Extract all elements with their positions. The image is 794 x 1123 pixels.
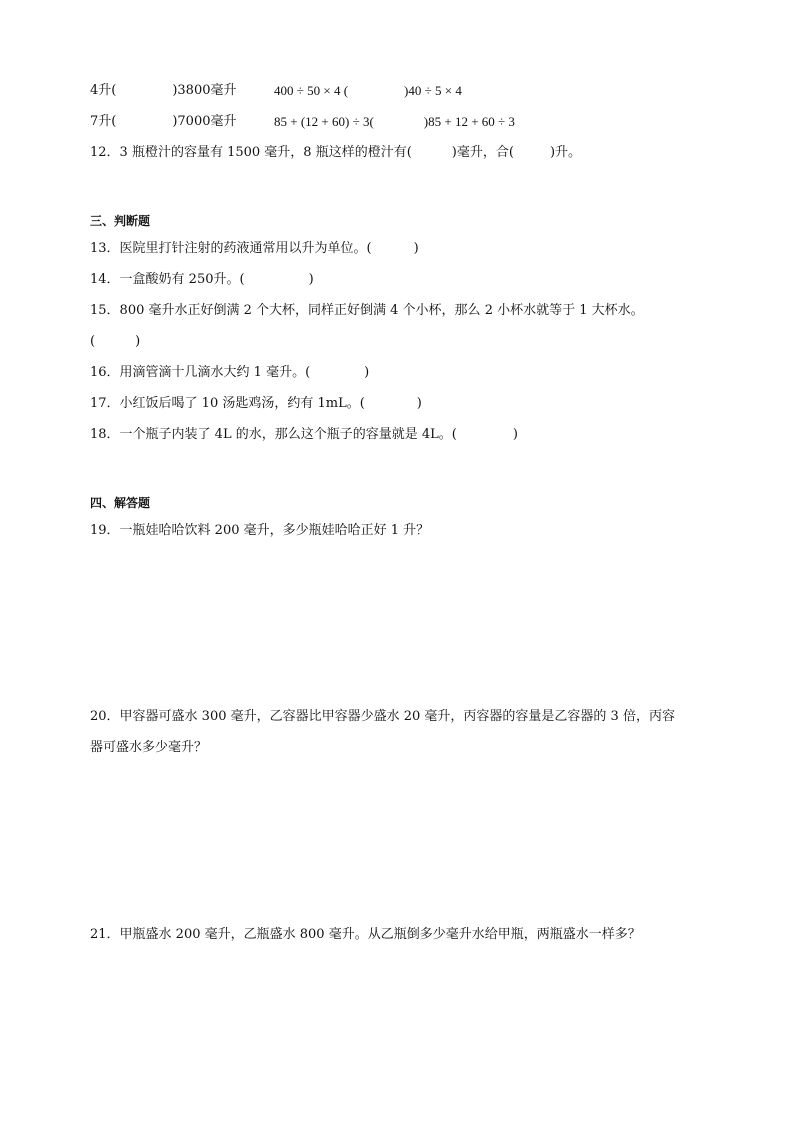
question-21: 21．甲瓶盛水 200 毫升，乙瓶盛水 800 毫升。从乙瓶倒多少毫升水给甲瓶，两瓶盛水一样多？ [90,927,641,942]
question-15 [90,302,644,320]
close-paren: ) [416,396,422,411]
question-20: 20．甲容器可盛水 300 毫升，乙容器比甲容器少盛水 20 毫升，丙容器的容量是乙容器的 3 倍，丙容 [90,709,675,724]
compare-row-2-expression [274,113,515,131]
close-paren: ) [413,241,419,256]
compare-row-2 [90,113,237,131]
q18-text: 18．一个瓶子内装了 4L 的水，那么这个瓶子的容量就是 4L。( [90,427,457,442]
q17-text: 17．小红饭后喝了 10 汤匙鸡汤，约有 1mL。( [90,396,365,411]
q14-text: 14．一盒酸奶有 250升。( [90,272,245,287]
question-20-cont: 器可盛水多少毫升？ [90,740,208,755]
compare-1a-right: )3800毫升 [172,83,237,98]
section-3-title: 三、判断题 [90,214,151,228]
compare-1b-right: )40 ÷ 5 × 4 [404,83,462,98]
question-16 [90,364,369,382]
compare-2b-right: )85 + 12 + 60 ÷ 3 [423,114,515,129]
compare-1a-left: 4升( [90,83,117,98]
question-15-answer [90,333,140,351]
compare-2a-right: )7000毫升 [172,114,237,129]
open-paren: ( [90,334,96,349]
q16-text: 16．用滴管滴十几滴水大约 1 毫升。( [90,365,311,380]
question-19: 19．一瓶娃哈哈饮料 200 毫升，多少瓶娃哈哈正好 1 升？ [90,523,430,538]
compare-row-1-expression [274,82,462,100]
compare-2a-left: 7升( [90,114,117,129]
close-paren: ) [364,365,370,380]
question-18 [90,426,518,444]
question-17 [90,395,422,413]
q12-text-1: 12．3 瓶橙汁的容量有 1500 毫升，8 瓶这样的橙汁有( [90,145,412,160]
close-paren: ) [512,427,518,442]
q12-text-3: )升。 [549,145,582,160]
section-4-title: 四、解答题 [90,496,151,510]
close-paren: ) [135,334,141,349]
close-paren: ) [308,272,314,287]
q13-text: 13．医院里打针注射的药液通常用以升为单位。( [90,241,372,256]
question-12 [90,144,581,162]
compare-2b-left: 85 + (12 + 60) ÷ 3( [274,114,374,129]
question-13 [90,240,419,258]
q12-text-2: )毫升，合( [451,145,514,160]
q15-text: 15．800 毫升水正好倒满 2 个大杯，同样正好倒满 4 个小杯，那么 2 小杯水就等于 1 大杯水。 [90,303,644,318]
question-14 [90,271,314,289]
compare-1b-left: 400 ÷ 50 × 4 ( [274,83,349,98]
compare-row-1 [90,82,237,100]
